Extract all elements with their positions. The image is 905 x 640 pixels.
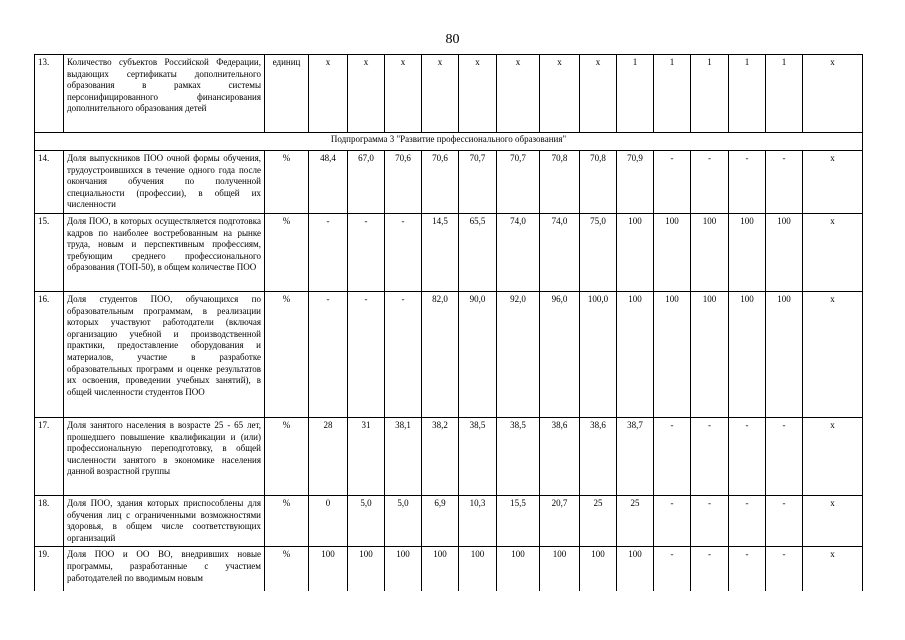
unit-cell: %	[265, 213, 309, 291]
value-cell: 38,2	[422, 417, 459, 495]
value-cell: 15,5	[497, 495, 540, 546]
value-cell: -	[729, 495, 766, 546]
value-cell: х	[497, 55, 540, 133]
value-cell: х	[540, 55, 580, 133]
value-cell: х	[422, 55, 459, 133]
table-row	[35, 151, 863, 214]
row-number: 16.	[35, 291, 64, 417]
value-cell: 70,7	[497, 151, 540, 214]
value-cell: х	[803, 151, 863, 214]
indicator-name: Доля занятого населения в возрасте 25 - 65 лет, прошедшего повышение квалификации и (или) профессиональную переподготовку, в общей численности занятого в экономике населения данной возрастной группы	[64, 417, 265, 495]
value-cell: 100	[497, 547, 540, 591]
value-cell: 38,5	[497, 417, 540, 495]
row-number: 15.	[35, 213, 64, 291]
value-cell: 100	[766, 291, 803, 417]
table-row	[35, 213, 863, 291]
value-cell: 100	[309, 547, 348, 591]
unit-cell: %	[265, 291, 309, 417]
value-cell: -	[691, 417, 729, 495]
value-cell: 75,0	[580, 213, 617, 291]
value-cell: 38,6	[580, 417, 617, 495]
section-title: Подпрограмма 3 "Развитие профессионального образования"	[35, 133, 863, 151]
page-number: 80	[445, 32, 460, 47]
value-cell: 82,0	[422, 291, 459, 417]
value-cell: 70,6	[385, 151, 422, 214]
value-cell: 67,0	[348, 151, 385, 214]
value-cell: 100	[654, 213, 691, 291]
value-cell: 100	[691, 213, 729, 291]
value-cell: 5,0	[348, 495, 385, 546]
value-cell: -	[766, 547, 803, 591]
value-cell: -	[691, 151, 729, 214]
value-cell: 1	[654, 55, 691, 133]
table-row	[35, 291, 863, 417]
value-cell: 100,0	[580, 291, 617, 417]
value-cell: 38,1	[385, 417, 422, 495]
row-number: 19.	[35, 547, 64, 591]
value-cell: 1	[617, 55, 654, 133]
value-cell: 70,6	[422, 151, 459, 214]
value-cell: 28	[309, 417, 348, 495]
value-cell: 6,9	[422, 495, 459, 546]
value-cell: -	[654, 151, 691, 214]
row-number: 13.	[35, 55, 64, 133]
value-cell: 100	[385, 547, 422, 591]
value-cell: 92,0	[497, 291, 540, 417]
value-cell: 31	[348, 417, 385, 495]
value-cell: 100	[729, 213, 766, 291]
value-cell: 14,5	[422, 213, 459, 291]
value-cell: -	[766, 151, 803, 214]
table-row	[35, 495, 863, 546]
value-cell: -	[309, 291, 348, 417]
value-cell: -	[348, 291, 385, 417]
value-cell: 100	[766, 213, 803, 291]
unit-cell: единиц	[265, 55, 309, 133]
value-cell: 38,7	[617, 417, 654, 495]
value-cell: 100	[617, 213, 654, 291]
indicator-name: Доля ПОО, здания которых приспособлены для обучения лиц с ограниченными возможностями здоровья, в общем числе соответствующих организаций	[64, 495, 265, 546]
value-cell: х	[803, 213, 863, 291]
value-cell: 100	[691, 291, 729, 417]
value-cell: 100	[348, 547, 385, 591]
value-cell: 100	[580, 547, 617, 591]
value-cell: х	[309, 55, 348, 133]
value-cell: -	[309, 213, 348, 291]
value-cell: 100	[422, 547, 459, 591]
value-cell: 10,3	[459, 495, 497, 546]
value-cell: х	[803, 547, 863, 591]
value-cell: 38,5	[459, 417, 497, 495]
table-row	[35, 417, 863, 495]
value-cell: 70,8	[580, 151, 617, 214]
value-cell: х	[348, 55, 385, 133]
value-cell: 100	[617, 547, 654, 591]
value-cell: 70,7	[459, 151, 497, 214]
section-header-row	[35, 133, 863, 151]
value-cell: х	[803, 291, 863, 417]
value-cell: 25	[617, 495, 654, 546]
value-cell: х	[385, 55, 422, 133]
row-number: 18.	[35, 495, 64, 546]
value-cell: -	[766, 495, 803, 546]
unit-cell: %	[265, 417, 309, 495]
value-cell: 20,7	[540, 495, 580, 546]
value-cell: -	[385, 213, 422, 291]
indicator-name: Доля ПОО, в которых осуществляется подготовка кадров по наиболее востребованным на рынке труда, новым и перспективным профессиям, требующим среднего профессионального образования (ТОП-50), в общем количестве ПОО	[64, 213, 265, 291]
unit-cell: %	[265, 151, 309, 214]
unit-cell: %	[265, 495, 309, 546]
table-body	[35, 55, 863, 591]
value-cell: 1	[766, 55, 803, 133]
value-cell: -	[654, 495, 691, 546]
value-cell: -	[729, 151, 766, 214]
value-cell: 25	[580, 495, 617, 546]
value-cell: х	[803, 55, 863, 133]
value-cell: 70,8	[540, 151, 580, 214]
row-number: 17.	[35, 417, 64, 495]
value-cell: -	[691, 547, 729, 591]
value-cell: х	[459, 55, 497, 133]
value-cell: 48,4	[309, 151, 348, 214]
value-cell: 74,0	[540, 213, 580, 291]
indicator-name: Доля ПОО и ОО ВО, внедривших новые программы, разработанные с участием работодателей по вводимым новым	[64, 547, 265, 591]
indicators-table	[34, 54, 863, 591]
table-row	[35, 55, 863, 133]
value-cell: -	[691, 495, 729, 546]
table-row	[35, 547, 863, 591]
unit-cell: %	[265, 547, 309, 591]
value-cell: -	[348, 213, 385, 291]
value-cell: 96,0	[540, 291, 580, 417]
value-cell: х	[803, 495, 863, 546]
value-cell: 1	[691, 55, 729, 133]
value-cell: -	[729, 417, 766, 495]
value-cell: 1	[729, 55, 766, 133]
indicator-name: Доля студентов ПОО, обучающихся по образовательным программам, в реализации которых участвуют работодатели (включая организацию учебной и производственной практики, предоставление оборудования и материалов, участие в разработке образовательных программ и оценке результатов их освоения, проведении учебных занятий), в общей численности студентов ПОО	[64, 291, 265, 417]
value-cell: 100	[540, 547, 580, 591]
value-cell: 5,0	[385, 495, 422, 546]
value-cell: 38,6	[540, 417, 580, 495]
value-cell: 70,9	[617, 151, 654, 214]
value-cell: 0	[309, 495, 348, 546]
value-cell: 100	[654, 291, 691, 417]
value-cell: х	[803, 417, 863, 495]
row-number: 14.	[35, 151, 64, 214]
value-cell: х	[580, 55, 617, 133]
value-cell: -	[385, 291, 422, 417]
value-cell: -	[766, 417, 803, 495]
value-cell: 100	[729, 291, 766, 417]
value-cell: 74,0	[497, 213, 540, 291]
indicator-name: Количество субъектов Российской Федерации, выдающих сертификаты дополнительного образования в рамках системы персонифицированного финансирования дополнительного образования детей	[64, 55, 265, 133]
value-cell: -	[654, 417, 691, 495]
value-cell: 90,0	[459, 291, 497, 417]
value-cell: 100	[617, 291, 654, 417]
value-cell: -	[654, 547, 691, 591]
value-cell: 65,5	[459, 213, 497, 291]
indicator-name: Доля выпускников ПОО очной формы обучения, трудоустроившихся в течение одного года после окончания обучения по полученной специальности (профессии), в общей их численности	[64, 151, 265, 214]
value-cell: 100	[459, 547, 497, 591]
value-cell: -	[729, 547, 766, 591]
